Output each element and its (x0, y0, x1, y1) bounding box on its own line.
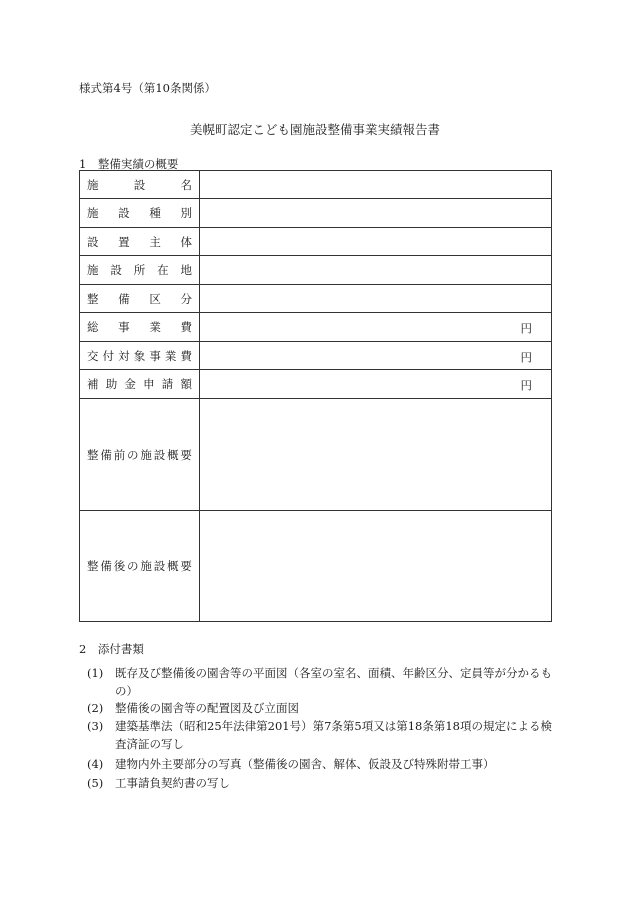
label-char: 種 (149, 206, 161, 220)
label-char: 施 (87, 177, 99, 192)
label-char: 在 (157, 263, 169, 277)
item-number: (1) (87, 666, 104, 680)
label-char: 金 (124, 377, 136, 391)
label-char: 請 (161, 377, 174, 391)
label-char: 設 (87, 234, 99, 249)
row-label (80, 171, 200, 199)
row-value (200, 199, 552, 228)
table-row (80, 313, 552, 342)
row-label (80, 511, 200, 622)
label-char: 区 (149, 291, 161, 306)
item-text: 建築基準法（昭和25年法律第201号）第7条第5項又は第18条第18項の規定による検査済証の写し (115, 719, 552, 751)
label-char: 業 (149, 320, 161, 334)
table-row (80, 256, 552, 285)
row-label (80, 256, 200, 285)
label-char: 付 (102, 348, 115, 363)
label-char: 備 (100, 559, 112, 573)
table-row (80, 342, 552, 370)
label-char: 設 (153, 447, 166, 462)
row-value (200, 285, 552, 313)
label-char: 整 (87, 447, 99, 462)
row-value (200, 342, 552, 370)
label-char: 置 (118, 234, 130, 249)
label-char: 概 (167, 447, 179, 462)
label-char: の (127, 559, 139, 573)
label-char: 整 (87, 559, 99, 573)
label-char: 分 (180, 291, 192, 306)
table-row (80, 370, 552, 399)
label-char: 地 (180, 263, 192, 277)
label-char: 象 (133, 348, 146, 363)
label-char: 業 (164, 348, 177, 363)
label-char: 申 (143, 377, 155, 391)
label-char: 設 (110, 263, 122, 277)
row-value (200, 228, 552, 256)
label-char: 対 (118, 348, 130, 363)
label-char: 体 (180, 234, 192, 249)
row-label (80, 285, 200, 313)
label-char: 費 (180, 348, 192, 363)
label-char: 主 (149, 234, 161, 249)
label-char: 前 (113, 447, 126, 462)
row-label (80, 370, 200, 399)
row-value (200, 171, 552, 199)
row-label (80, 199, 200, 228)
form-number: 様式第4号（第10条関係） (79, 81, 216, 95)
item-number: (4) (87, 757, 104, 771)
label-char: 事 (118, 320, 130, 334)
label-char: 後 (113, 559, 126, 573)
label-char: 補 (87, 377, 99, 391)
table-row (80, 228, 552, 256)
item-number: (3) (87, 719, 104, 733)
label-char: の (127, 447, 139, 462)
row-value (200, 256, 552, 285)
table-row (80, 399, 552, 511)
yen-unit: 円 (520, 350, 532, 365)
label-char: 設 (133, 177, 146, 192)
row-label (80, 228, 200, 256)
label-char: 設 (118, 206, 130, 220)
yen-unit: 円 (520, 378, 532, 393)
label-char: 施 (140, 447, 152, 462)
label-char: 設 (153, 559, 166, 573)
label-char: 所 (133, 263, 146, 277)
label-char: 整 (87, 291, 99, 306)
row-value (200, 511, 552, 622)
table-row (80, 285, 552, 313)
section2-heading: 2 添付書類 (79, 642, 144, 656)
row-value (200, 370, 552, 399)
label-char: 別 (180, 206, 192, 220)
row-label (80, 313, 200, 342)
label-char: 額 (180, 377, 192, 391)
label-char: 概 (167, 559, 179, 573)
yen-unit: 円 (520, 321, 532, 336)
label-char: 総 (87, 320, 99, 334)
item-text: 整備後の園舎等の配置図及び立面図 (115, 701, 299, 715)
row-label (80, 399, 200, 511)
table-row (80, 511, 552, 622)
row-label (80, 342, 200, 370)
table-row (80, 199, 552, 228)
label-char: 費 (180, 320, 192, 334)
label-char: 備 (118, 291, 130, 306)
label-char: 助 (105, 377, 118, 391)
label-char: 施 (87, 206, 99, 220)
label-char: 交 (87, 348, 99, 363)
label-char: 名 (180, 177, 192, 192)
label-char: 備 (100, 447, 112, 462)
item-text: 既存及び整備後の園舎等の平面図（各室の室名、面積、年齢区分、定員等が分かるもの） (115, 666, 552, 698)
label-char: 要 (180, 559, 192, 573)
item-number: (2) (87, 701, 104, 715)
row-value (200, 313, 552, 342)
label-char: 事 (149, 348, 161, 363)
item-number: (5) (87, 776, 104, 790)
item-text: 工事請負契約書の写し (115, 776, 230, 790)
label-char: 要 (180, 447, 192, 462)
item-text: 建物内外主要部分の写真（整備後の園舎、解体、仮設及び特殊附帯工事） (115, 757, 495, 771)
section1-heading: 1 整備実績の概要 (79, 157, 179, 171)
summary-table (79, 170, 552, 622)
label-char: 施 (87, 263, 99, 277)
label-char: 施 (140, 559, 152, 573)
document-title: 美幌町認定こども園施設整備事業実績報告書 (189, 122, 440, 137)
row-value (200, 399, 552, 511)
table-row (80, 171, 552, 199)
